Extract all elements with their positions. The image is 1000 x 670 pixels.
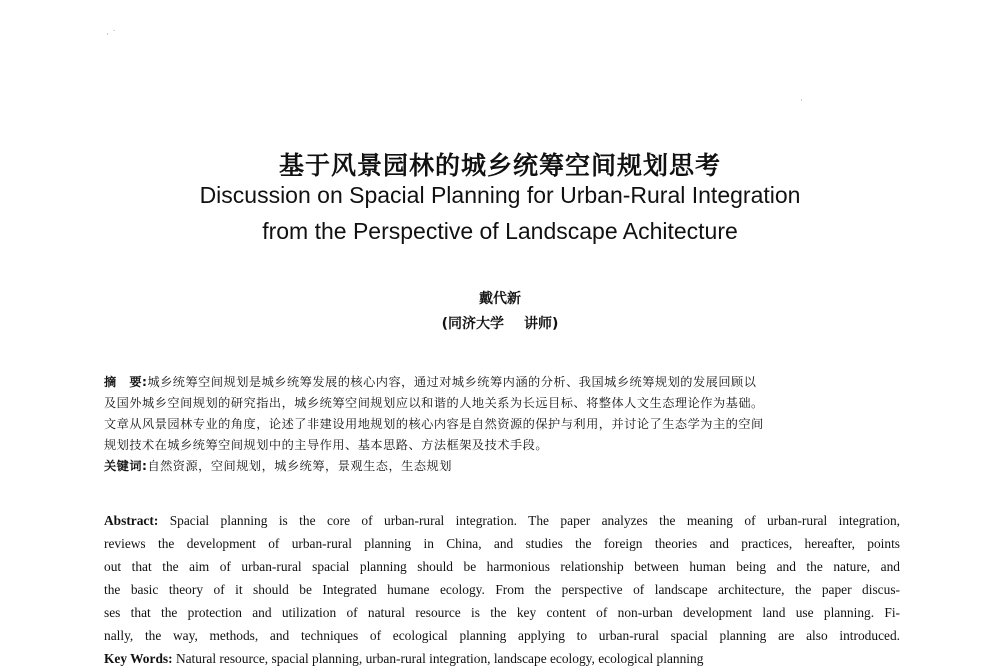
keywords-chinese [104, 456, 904, 477]
abstract-en-line [104, 509, 900, 532]
abstract-en-line: nally, the way, methods, and techniques of ecological planning applying to urban-rural spacial planning are also introduced. [104, 628, 900, 643]
abstract-en-line: the basic theory of it should be Integrated humane ecology. From the perspective of landscape architecture, the paper discus- [104, 582, 900, 597]
abstract-en-line: ses that the protection and utilization of natural resource is the key content of non-urban development land use planning. Fi- [104, 605, 900, 620]
abstract-en-line: out that the aim of urban-rural spacial planning should be harmonious relationship between human being and the nature, and [104, 559, 900, 574]
title-chinese: 基于风景园林的城乡统筹空间规划思考 [278, 151, 721, 180]
author-affiliation [0, 313, 1000, 333]
abstract-english [104, 509, 900, 670]
abstract-en-label: Abstract: [104, 513, 159, 528]
keywords-en-text: Natural resource, spacial planning, urban-rural integration, landscape ecology, ecological planning [175, 651, 704, 666]
keywords-cn-label: 关键词: [104, 459, 148, 473]
affiliation-org: (同济大学 [441, 316, 504, 332]
title-english-line1: Discussion on Spacial Planning for Urban-Rural Integration [199, 182, 801, 208]
abstract-cn-line: 文章从风景园林专业的角度，论述了非建设用地规划的核心内容是自然资源的保护与利用，并讨论了生态学为主的空间 [104, 417, 764, 431]
abstract-cn-label: 摘 要: [104, 375, 148, 389]
keywords-en-label: Key Words: [104, 651, 173, 666]
author-name: 戴代新 [479, 291, 521, 307]
scan-speck: · ˙ [106, 30, 117, 40]
affiliation-role: 讲师) [524, 316, 559, 332]
abstract-en-line: reviews the development of urban-rural planning in China, and studies the foreign theories and practices, hereafter, points [104, 536, 900, 551]
abstract-cn-line: 规划技术在城乡统筹空间规划中的主导作用、基本思路、方法框架及技术手段。 [104, 438, 549, 452]
abstract-chinese [104, 372, 904, 477]
abstract-cn-line [104, 372, 904, 393]
title-english-line2: from the Perspective of Landscape Achitecture [262, 218, 738, 244]
abstract-en-text: Spacial planning is the core of urban-rural integration. The paper analyzes the meaning of urban-rural integration, [169, 513, 900, 528]
keywords-english [104, 647, 900, 670]
abstract-cn-text: 城乡统筹空间规划是城乡统筹发展的核心内容，通过对城乡统筹内涵的分析、我国城乡统筹规划的发展回顾以 [147, 375, 757, 389]
abstract-cn-line: 及国外城乡空间规划的研究指出，城乡统筹空间规划应以和谐的人地关系为长远目标、将整体人文生态理论作为基础。 [104, 396, 764, 410]
keywords-cn-text: 自然资源，空间规划，城乡统筹，景观生态，生态规划 [147, 459, 452, 473]
scan-speck: · [800, 96, 803, 106]
